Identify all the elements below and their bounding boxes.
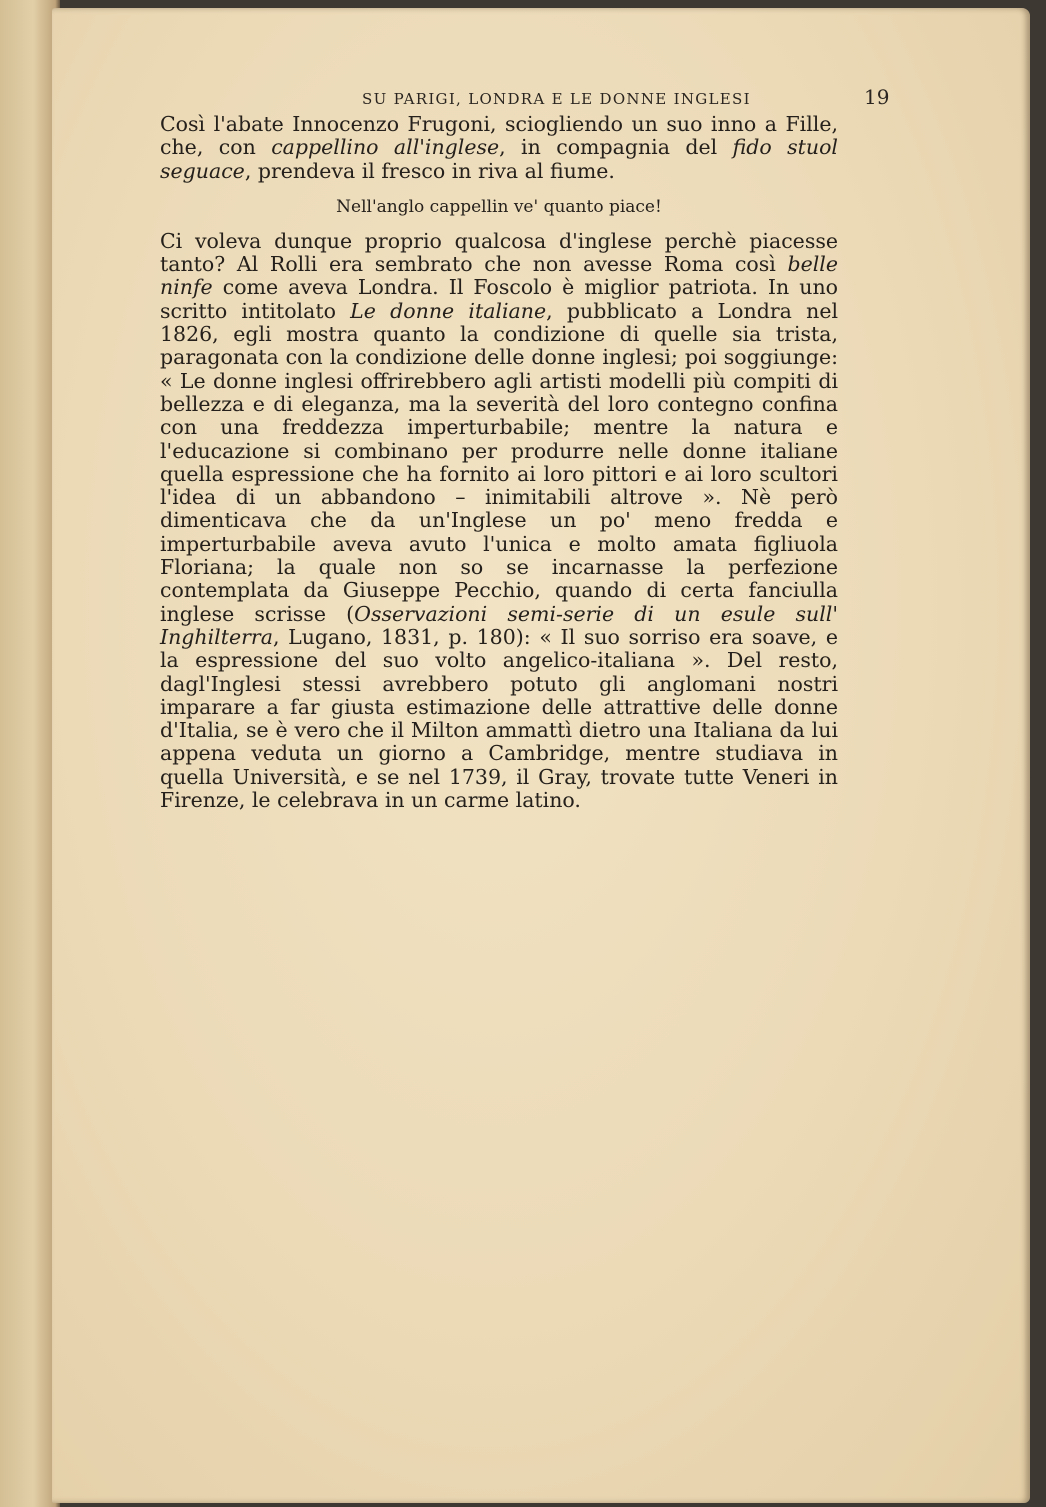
italic-phrase: cappellino all'inglese xyxy=(271,135,500,160)
italic-title: Osservazioni semi-serie di un esule sull' Inghilterra xyxy=(160,601,838,649)
verse-quote: Nell'anglo cappellin ve' quanto piace! xyxy=(336,196,662,217)
paragraph-1 xyxy=(160,113,838,183)
page-text xyxy=(160,113,838,812)
text-run: , pubblicato a Londra nel 1826, egli mostra quanto la condizione di quelle sia trista, paragonata con la condizione delle donne inglesi; poi soggiunge: « Le donne inglesi offrirebbero agli artisti modelli più compiti di bellezza e di eleganza, ma la severità del loro contegno confina con una freddezza imperturbabile; mentre la natura e l'educazione si combinano per produrre nelle donne italiane quella espressione che ha fornito ai loro pittori e ai loro scultori l'idea di un abbandono – inimitabili altrove ». Nè però dimenticava che da un'Inglese un po' meno fredda e imperturbabile aveva avuto l'unica e molto amata figliuola Floriana; la quale non so se incarnasse la perfezione contemplata da Giuseppe Pecchio, quando di certa fanciulla inglese scrisse ( xyxy=(160,298,839,626)
text-run: , prendeva il fresco in riva al fiume. xyxy=(244,158,615,183)
text-run: Ci voleva dunque proprio qualcosa d'inglese perchè piacesse tanto? Al Rolli era sembrato che non avesse Roma così xyxy=(160,228,838,277)
running-head: SU PARIGI, LONDRA E LE DONNE INGLESI xyxy=(362,90,751,108)
page-number: 19 xyxy=(864,85,890,109)
text-run: come aveva Londra. Il Foscolo è miglior patriota. In uno scritto intitolato xyxy=(160,275,838,323)
previous-page-edge xyxy=(0,0,60,1507)
text-run: Così l'abate Innocenzo Frugoni, sciogliendo un suo inno a Fille, che, con xyxy=(160,112,838,160)
italic-phrase: fido stuol seguace xyxy=(160,135,838,183)
italic-title: Le donne italiane xyxy=(350,298,547,323)
text-run: , Lugano, 1831, p. 180): « Il suo sorriso era soave, e la espressione del suo volto angelico-italiana ». Del resto, dagl'Inglesi stessi avrebbero potuto gli anglomani nostri imparare a far giusta estimazione delle attrattive delle donne d'Italia, se è vero che il Milton ammattì dietro una Italiana da lui appena veduta un giorno a Cambridge, mentre studiava in quella Università, e se nel 1739, il Gray, trovate tutte Veneri in Firenze, le celebrava in un carme latino. xyxy=(160,624,838,813)
italic-phrase: belle ninfe xyxy=(160,252,838,300)
text-run: , in compagnia del xyxy=(499,135,733,160)
paragraph-2 xyxy=(160,230,838,812)
